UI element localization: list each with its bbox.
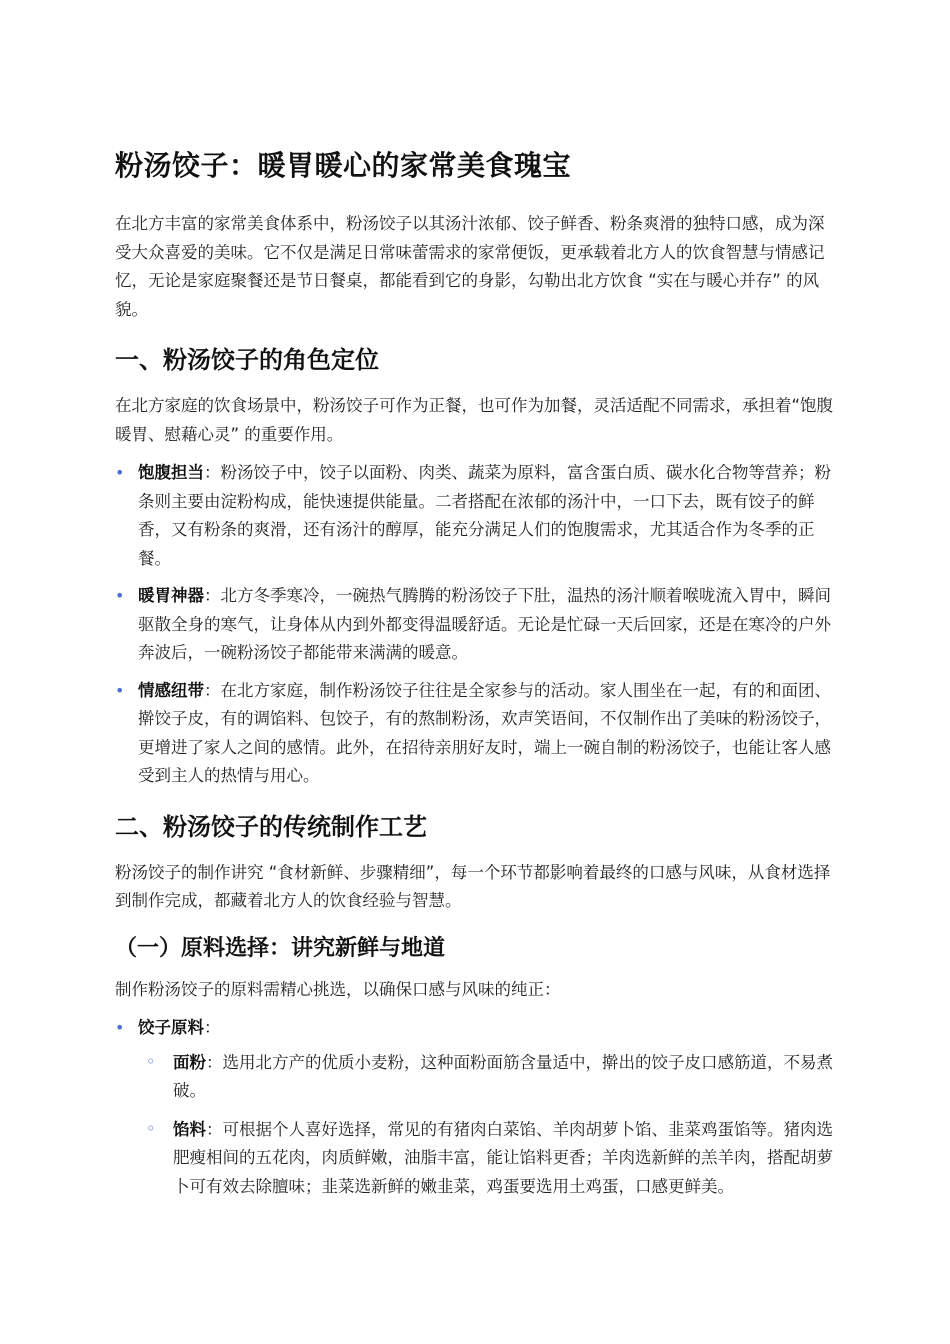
list-item-text: ：粉汤饺子中，饺子以面粉、肉类、蔬菜为原料，富含蛋白质、碳水化合物等营养；粉条则主要由淀粉构成，能快速提供能量。二者搭配在浓郁的汤汁中，一口下去，既有饺子的鲜香，又有粉条的爽滑，还有汤汁的醇厚，能充分满足人们的饱腹需求，尤其适合作为冬季的正餐。 [138,463,831,568]
sub-list-item-text: ：选用北方产的优质小麦粉，这种面粉面筋含量适中，擀出的饺子皮口感筋道，不易煮破。 [173,1052,833,1100]
sub-list-item [138,1049,837,1106]
list-item-text: ：在北方家庭，制作粉汤饺子往往是全家参与的活动。家人围坐在一起，有的和面团、擀饺子皮，有的调馅料、包饺子，有的熬制粉汤，欢声笑语间，不仅制作出了美味的粉汤饺子，更增进了家人之间的感情。此外，在招待亲朋好友时，端上一碗自制的粉汤饺子，也能让客人感受到主人的热情与用心。 [138,680,831,785]
intro-paragraph: 在北方丰富的家常美食体系中，粉汤饺子以其汤汁浓郁、饺子鲜香、粉条爽滑的独特口感，成为深受大众喜爱的美味。它不仅是满足日常味蕾需求的家常便饭，更承载着北方人的饮食智慧与情感记忆，无论是家庭聚餐还是节日餐桌，都能看到它的身影，勾勒出北方饮食 “实在与暖心并存” 的风貌。 [115,214,825,319]
section-heading-role: 一、粉汤饺子的角色定位 [115,346,379,374]
list-item [115,677,837,791]
list-item-text: ：北方冬季寒冷，一碗热气腾腾的粉汤饺子下肚，温热的汤汁顺着喉咙流入胃中，瞬间驱散全身的寒气，让身体从内到外都变得温暖舒适。无论是忙碌一天后回家，还是在寒冷的户外奔波后，一碗粉汤饺子都能带来满满的暖意。 [138,586,831,662]
list-item-text: ： [204,1018,221,1037]
role-list [115,459,837,791]
sub-list-item [138,1116,837,1202]
sub-list-item-text: ：可根据个人喜好选择，常见的有猪肉白菜馅、羊肉胡萝卜馅、韭菜鸡蛋馅等。猪肉选肥瘦相间的五花肉，肉质鲜嫩，油脂丰富，能让馅料更香；羊肉选新鲜的羔羊肉，搭配胡萝卜可有效去除膻味；韭菜选新鲜的嫩韭菜，鸡蛋要选用土鸡蛋，口感更鲜美。 [173,1119,833,1196]
subsection-intro-ingredients: 制作粉汤饺子的原料需精心挑选，以确保口感与风味的纯正： [115,979,561,999]
list-item [115,459,837,573]
article [115,140,837,1211]
list-item-term: 暖胃神器 [138,586,204,605]
page-title: 粉汤饺子：暖胃暖心的家常美食瑰宝 [115,149,572,182]
list-item [115,1014,837,1201]
list-item [115,582,837,668]
subsection-heading-ingredients: （一）原料选择：讲究新鲜与地道 [115,935,446,961]
list-item-term: 情感纽带 [138,680,204,700]
ingredients-list [115,1014,837,1201]
sub-list-item-term: 面粉 [173,1052,206,1072]
section-intro-craft: 粉汤饺子的制作讲究 “食材新鲜、步骤精细”，每一个环节都影响着最终的口感与风味，从食材选择到制作完成，都藏着北方人的饮食经验与智慧。 [115,862,831,910]
dumpling-ingredients-sublist [138,1049,837,1202]
list-item-term: 饺子原料 [138,1018,204,1037]
list-item-term: 饱腹担当 [138,463,204,482]
section-intro-role: 在北方家庭的饮食场景中，粉汤饺子可作为正餐，也可作为加餐，灵活适配不同需求，承担着“饱腹暖胃、慰藉心灵” 的重要作用。 [115,396,834,444]
sub-list-item-term: 馅料 [173,1119,206,1139]
section-heading-craft: 二、粉汤饺子的传统制作工艺 [115,812,427,841]
